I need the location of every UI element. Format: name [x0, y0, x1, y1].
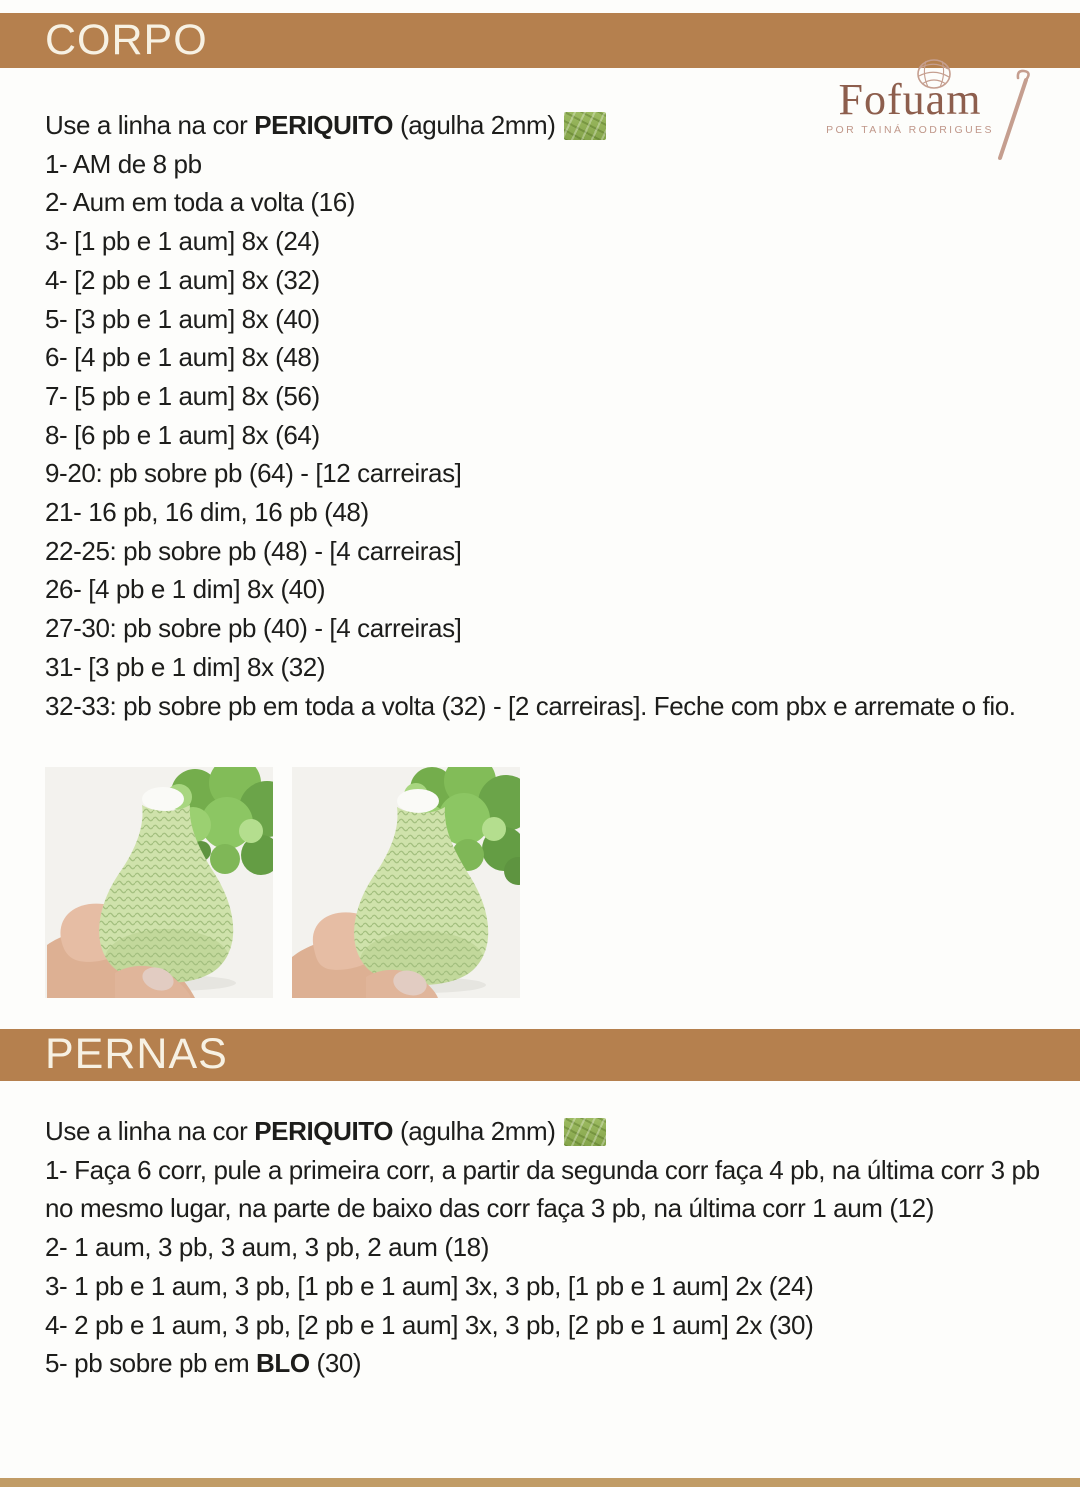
step-line: 22-25: pb sobre pb (48) - [4 carreiras] [45, 535, 462, 566]
step-line: 3- 1 pb e 1 aum, 3 pb, [1 pb e 1 aum] 3x, 3 pb, [1 pb e 1 aum] 2x (24) [45, 1270, 814, 1301]
materials-line [45, 106, 1047, 145]
step-line: 5- [3 pb e 1 aum] 8x (40) [45, 303, 320, 334]
step-line: 26- [4 pb e 1 dim] 8x (40) [45, 574, 326, 605]
step-line: 3- [1 pb e 1 aum] 8x (24) [45, 226, 320, 257]
footer-accent-bar [0, 1478, 1080, 1487]
step-line: 7- [5 pb e 1 aum] 8x (56) [45, 380, 320, 411]
step-line: 9-20: pb sobre pb (64) - [12 carreiras] [45, 458, 462, 489]
materials-suffix: (agulha 2mm) [393, 110, 556, 140]
logo-wordmark: Fofuam [838, 75, 982, 124]
step-line: 1- AM de 8 pb [45, 148, 202, 179]
yarn-color-name: PERIQUITO [254, 110, 394, 140]
step-line: 4- [2 pb e 1 aum] 8x (32) [45, 264, 320, 295]
materials-suffix: (agulha 2mm) [393, 1116, 556, 1146]
step-line: 4- 2 pb e 1 aum, 3 pb, [2 pb e 1 aum] 3x, 3 pb, [2 pb e 1 aum] 2x (30) [45, 1309, 814, 1340]
section-title-corpo: CORPO [45, 16, 208, 64]
yarn-swatch-icon [564, 112, 606, 140]
step-line: 27-30: pb sobre pb (40) - [4 carreiras] [45, 613, 462, 644]
step-line: 32-33: pb sobre pb em toda a volta (32) - [2 carreiras]. Feche com pbx e arremate o fio. [45, 690, 1016, 721]
logo-byline: POR TAINÁ RODRIGUES [826, 124, 994, 136]
step-line: 31- [3 pb e 1 dim] 8x (32) [45, 651, 326, 682]
corpo-instructions [45, 106, 1047, 725]
step-line: 6- [4 pb e 1 aum] 8x (48) [45, 342, 320, 373]
yarn-color-name: PERIQUITO [254, 1116, 394, 1146]
materials-prefix: Use a linha na cor [45, 110, 255, 140]
materials-prefix: Use a linha na cor [45, 1116, 255, 1146]
step-line-blo [45, 1344, 1047, 1383]
step-text: (30) [309, 1348, 362, 1379]
crochet-body-photo-1 [45, 767, 273, 998]
step-line: 8- [6 pb e 1 aum] 8x (64) [45, 419, 320, 450]
materials-line [45, 1112, 1047, 1151]
crochet-body-photo-2 [292, 767, 520, 998]
section-bar-pernas [0, 1029, 1080, 1081]
yarn-swatch-icon [564, 1118, 606, 1146]
step-line: 21- 16 pb, 16 dim, 16 pb (48) [45, 497, 369, 528]
step-line: 2- 1 aum, 3 pb, 3 aum, 3 pb, 2 aum (18) [45, 1232, 489, 1263]
yarn-ball-icon [912, 56, 956, 92]
blo-bold: BLO [256, 1348, 310, 1379]
step-text: 5- pb sobre pb em [45, 1348, 257, 1379]
pernas-instructions [45, 1112, 1047, 1383]
step-line: 1- Faça 6 corr, pule a primeira corr, a partir da segunda corr faça 4 pb, na última corr 3 pb no mesmo lugar, na parte de baixo das corr faça 3 pb, na última corr 1 aum (12) [45, 1154, 1040, 1224]
section-title-pernas: PERNAS [45, 1030, 228, 1078]
step-line: 2- Aum em toda a volta (16) [45, 187, 356, 218]
